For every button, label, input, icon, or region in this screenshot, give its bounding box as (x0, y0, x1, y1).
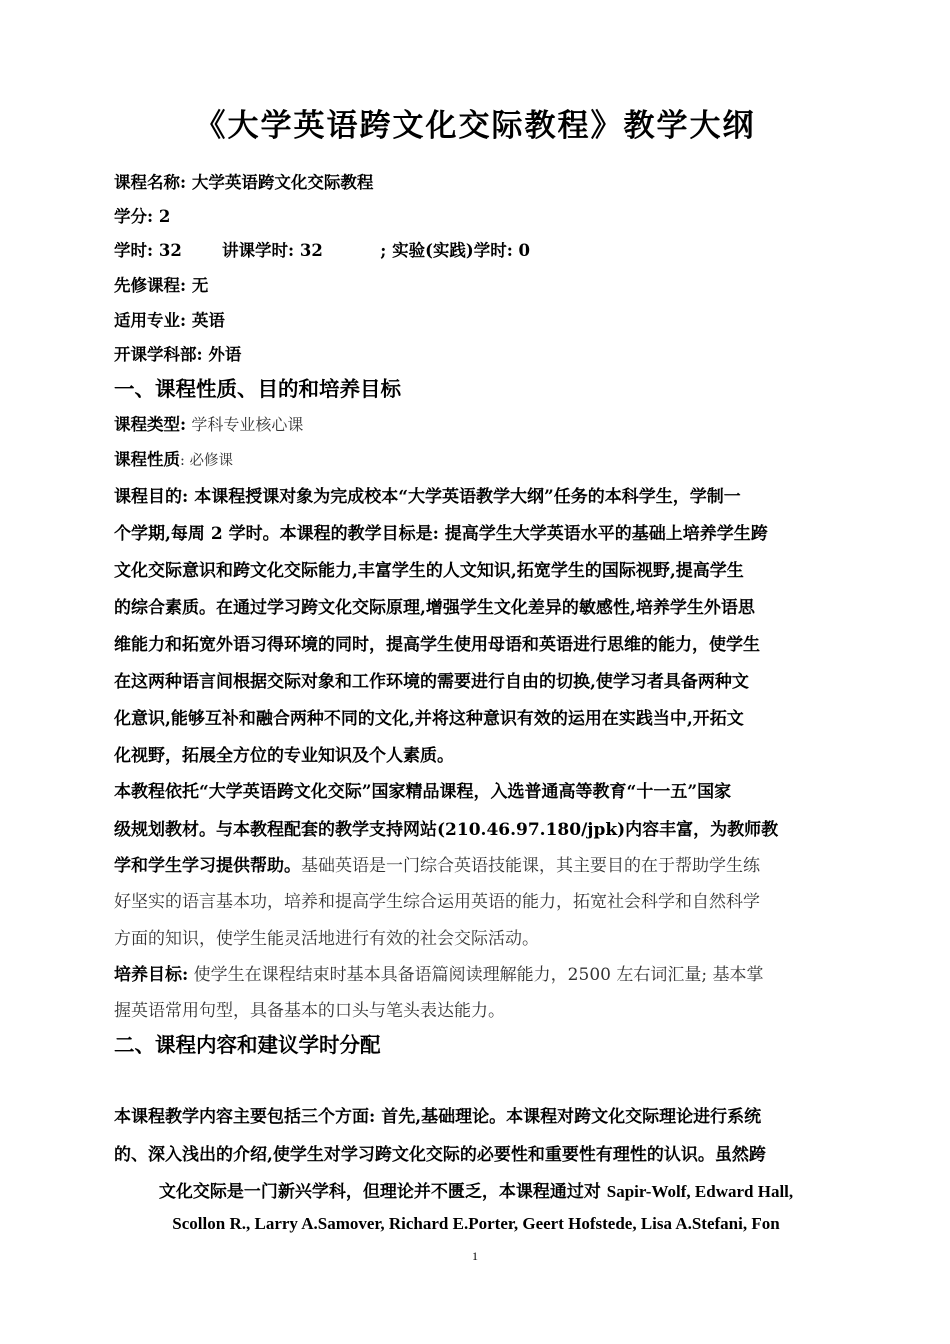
course-hours: 学时: 32 讲课学时: 32 ; 实验(实践)学时: 0 (114, 241, 531, 260)
purpose-line: 个学期,每周 2 学时。本课程的教学目标是: 提高学生大学英语水平的基础上培养学生跨 (114, 524, 768, 544)
purpose-line: 维能力和拓宽外语习得环境的同时，提高学生使用母语和英语进行思维的能力，使学生 (114, 635, 760, 655)
textbook-line: 级规划教材。与本教程配套的教学支持网站(210.46.97.180/jpk)内容丰富，为教师教 (114, 820, 779, 840)
purpose-line: 化意识,能够互补和融合两种不同的文化,并将这种意识有效的运用在实践当中,开拓文 (114, 709, 744, 729)
section2-heading: 二、课程内容和建议学时分配 (114, 1033, 381, 1057)
purpose-line: 课程目的: 本课程授课对象为完成校本“大学英语教学大纲”任务的本科学生，学制一 (114, 487, 741, 507)
textbook-line: 本教程依托“大学英语跨文化交际”国家精品课程，入选普通高等教育“十一五”国家 (114, 782, 732, 802)
course-nature-value: : 必修课 (180, 453, 233, 469)
purpose-line: 在这两种语言间根据交际对象和工作环境的需要进行自由的切换,使学习者具备两种文 (114, 672, 749, 692)
purpose-line: 文化交际意识和跨文化交际能力,丰富学生的人文知识,拓宽学生的国际视野,提高学生 (114, 561, 744, 581)
basic-english-line: 好坚实的语言基本功，培养和提高学生综合运用英语的能力，拓宽社会科学和自然科学 (114, 892, 760, 912)
basic-english-line: 方面的知识，使学生能灵活地进行有效的社会交际活动。 (114, 929, 539, 949)
basic-english-head: 基础英语是一门综合英语技能课，其主要目的在于帮助学生练 (301, 856, 760, 876)
document-title: 《大学英语跨文化交际教程》教学大纲 (194, 108, 756, 144)
purpose-line: 的综合素质。在通过学习跨文化交际原理,增强学生文化差异的敏感性,培养学生外语思 (114, 598, 755, 618)
course-nature-label: 课程性质 (114, 450, 180, 469)
course-type-label: 课程类型: (114, 415, 187, 434)
content-line3-latin: Sapir-Wolf, Edward Hall, (606, 1182, 794, 1201)
purpose-line: 化视野，拓展全方位的专业知识及个人素质。 (114, 746, 454, 766)
course-name: 课程名称: 大学英语跨文化交际教程 (114, 173, 374, 192)
training-goal-label: 培养目标: (114, 965, 189, 985)
course-credits: 学分: 2 (114, 207, 171, 226)
training-goal-line: 握英语常用句型，具备基本的口头与笔头表达能力。 (114, 1001, 505, 1021)
training-goal-line (114, 960, 838, 985)
content-line3-cn: 文化交际是一门新兴学科，但理论并不匮乏，本课程通过对 (158, 1182, 607, 1202)
textbook-line-mixed (114, 851, 838, 876)
content-line: 的、深入浅出的介绍,使学生对学习跨文化交际的必要性和重要性有理性的认识。虽然跨 (114, 1145, 766, 1165)
course-nature-row (114, 446, 233, 470)
course-type-value: 学科专业核心课 (191, 415, 304, 434)
page-number: 1 (472, 1249, 478, 1263)
content-line-mixed (114, 1177, 838, 1202)
course-type-row (114, 411, 303, 435)
course-prerequisite: 先修课程: 无 (114, 276, 209, 295)
course-major: 适用专业: 英语 (114, 311, 225, 330)
section1-heading: 一、课程性质、目的和培养目标 (114, 377, 401, 401)
training-goal-text: 使学生在课程结束时基本具备语篇阅读理解能力，2500 左右词汇量; 基本掌 (188, 965, 764, 985)
content-line: 本课程教学内容主要包括三个方面: 首先,基础理论。本课程对跨文化交际理论进行系统 (114, 1107, 762, 1127)
textbook-bold-tail: 学和学生学习提供帮助。 (114, 856, 301, 876)
course-department: 开课学科部: 外语 (114, 345, 242, 364)
content-line-latin: Scollon R., Larry A.Samover, Richard E.Porter, Geert Hofstede, Lisa A.Stefani, Fon (172, 1214, 780, 1233)
